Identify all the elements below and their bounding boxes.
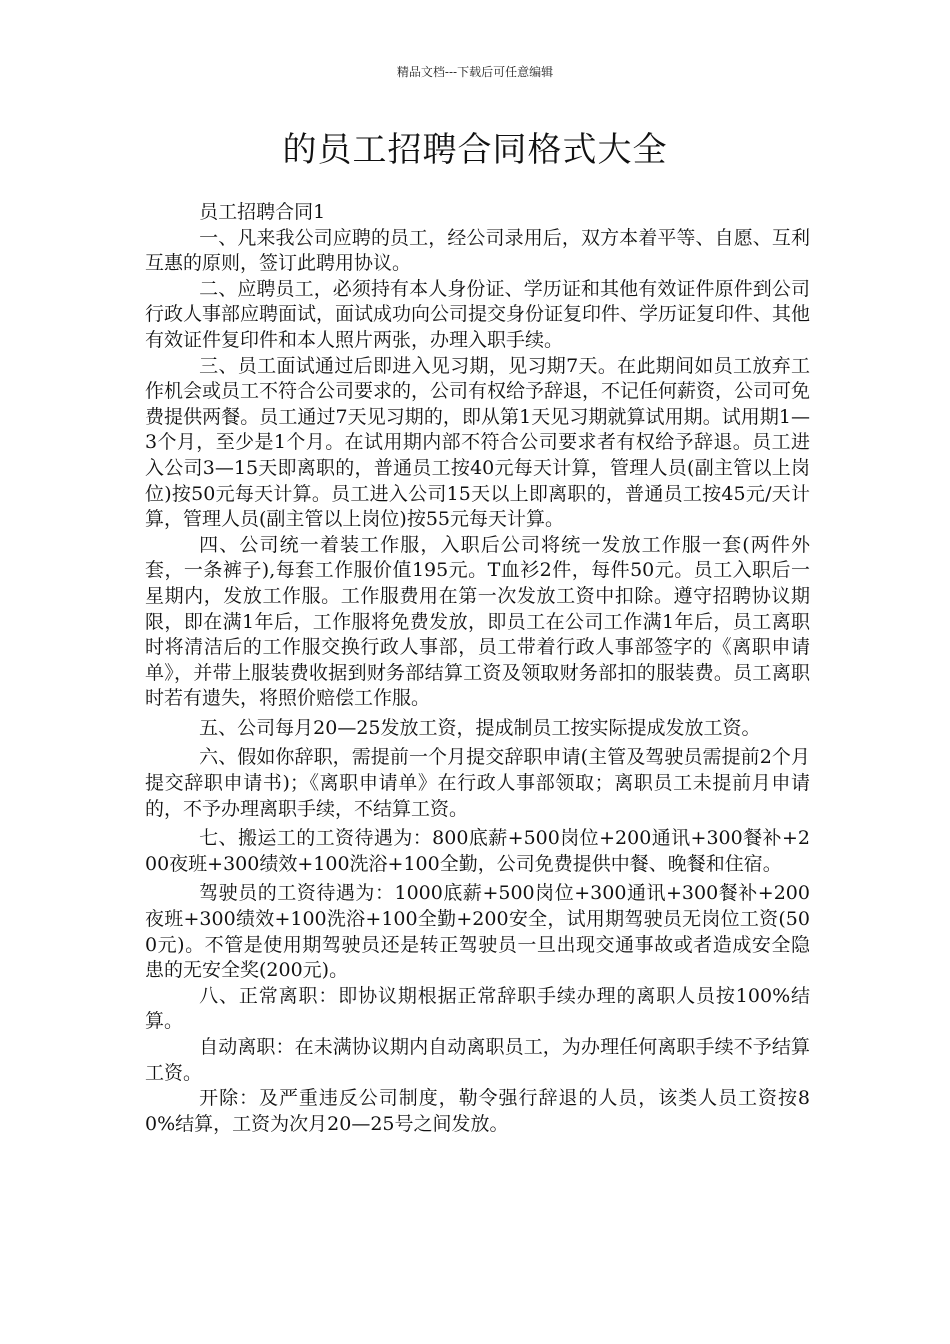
document-body — [145, 200, 810, 1137]
clause-8-dismissal: 开除：及严重违反公司制度，勒令强行辞退的人员，该类人员工资按80%结算，工资为次月20—25号之间发放。 — [145, 1087, 810, 1135]
clause-1: 一、凡来我公司应聘的员工，经公司录用后，双方本着平等、自愿、互利互惠的原则，签订此聘用协议。 — [145, 226, 810, 275]
clause-7-driver-pay: 驾驶员的工资待遇为：1000底薪+500岗位+300通讯+300餐补+200夜班+300绩效+100洗浴+100全勤+200安全，试用期驾驶员无岗位工资(500元)。不管是使用期驾驶员还是转正驾驶员一旦出现交通事故或者造成安全隐患的无安全奖(200元)。 — [145, 882, 810, 982]
clause-8: 八、正常离职：即协议期根据正常辞职手续办理的离职人员按100%结算。 — [145, 984, 810, 1033]
page-header-note: 精品文档---下载后可任意编辑 — [396, 65, 554, 79]
document-title: 的员工招聘合同格式大全 — [282, 130, 668, 170]
contract-heading: 员工招聘合同1 — [199, 201, 326, 223]
clause-5: 五、公司每月20—25发放工资，提成制员工按实际提成发放工资。 — [199, 716, 761, 739]
clause-7: 七、搬运工的工资待遇为：800底薪+500岗位+200通讯+300餐补+200夜班+300绩效+100洗浴+100全勤，公司免费提供中餐、晚餐和住宿。 — [145, 827, 810, 875]
clause-4: 四、公司统一着装工作服，入职后公司将统一发放工作服一套(两件外套，一条裤子),每套工作服价值195元。T血衫2件，每件50元。员工入职后一星期内，发放工作服。工作服费用在第一次发放工资中扣除。遵守招聘协议期限，即在满1年后，工作服将免费发放，即员工在公司工作满1年后，员工离职时将清洁后的工作服交换行政人事部，员工带着行政人事部签字的《离职申请单》，并带上服装费收据到财务部结算工资及领取财务部扣的服装费。员工离职时若有遗失，将照价赔偿工作服。 — [145, 533, 810, 710]
clause-6: 六、假如你辞职，需提前一个月提交辞职申请(主管及驾驶员需提前2个月提交辞职申请书)；《离职申请单》在行政人事部领取；离职员工未提前月申请的，不予办理离职手续，不结算工资。 — [145, 746, 810, 820]
clause-8-voluntary-leave: 自动离职：在未满协议期内自动离职员工，为办理任何离职手续不予结算工资。 — [145, 1036, 810, 1084]
clause-2: 二、应聘员工，必须持有本人身份证、学历证和其他有效证件原件到公司行政人事部应聘面试，面试成功向公司提交身份证复印件、学历证复印件、其他有效证件复印件和本人照片两张，办理入职手续。 — [145, 277, 811, 351]
clause-3: 三、员工面试通过后即进入见习期，见习期7天。在此期间如员工放弃工作机会或员工不符合公司要求的，公司有权给予辞退，不记任何薪资，公司可免费提供两餐。员工通过7天见习期的，即从第1天见习期就算试用期。试用期1—3个月，至少是1个月。在试用期内部不符合公司要求者有权给予辞退。员工进入公司3—15天即离职的，普通员工按40元每天计算，管理人员(副主管以上岗位)按50元每天计算。员工进入公司15天以上即离职的，普通员工按45元/天计算，管理人员(副主管以上岗位)按55元每天计算。 — [145, 354, 811, 531]
